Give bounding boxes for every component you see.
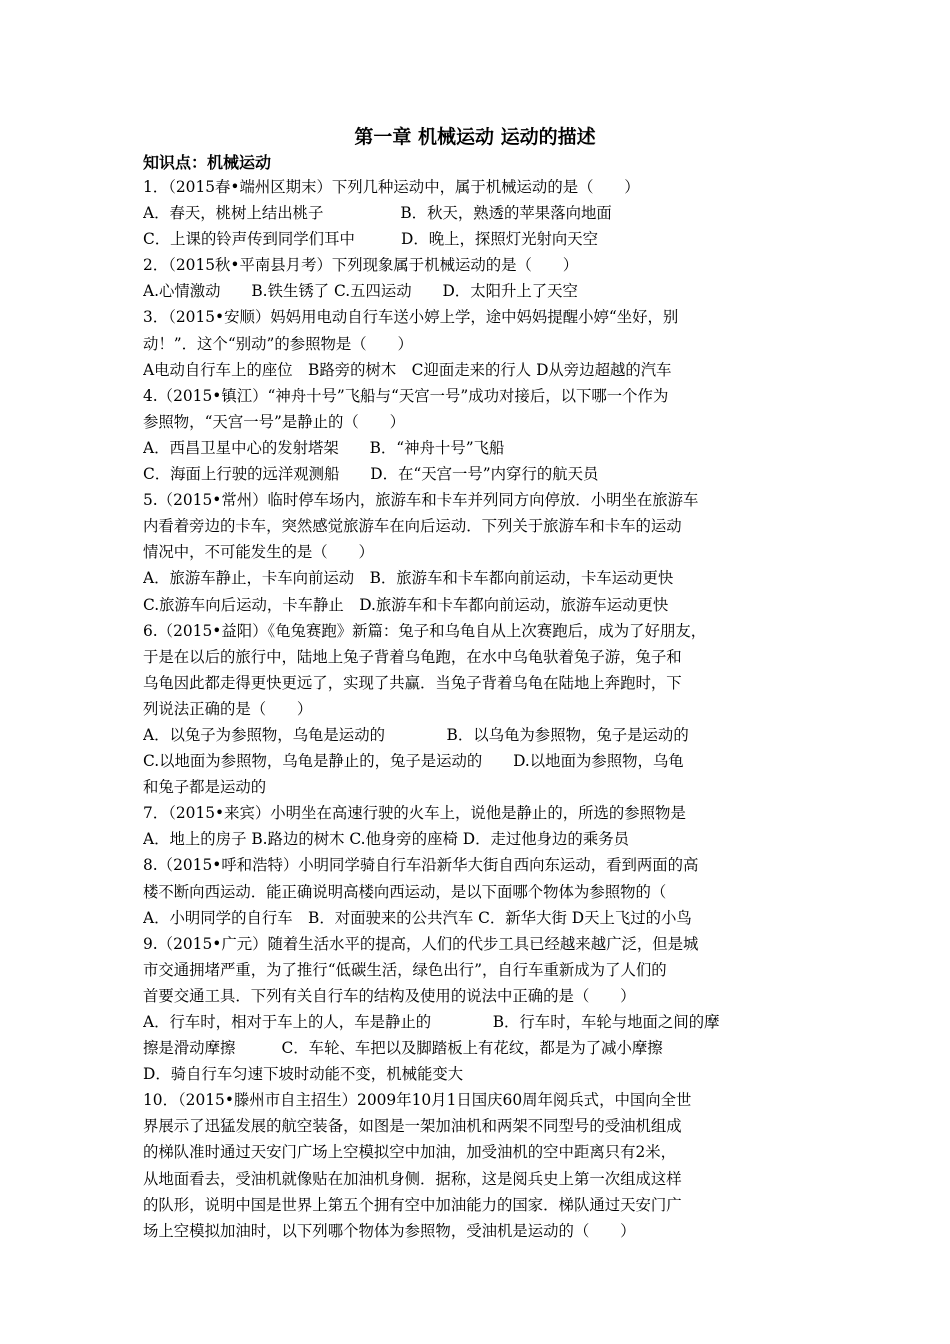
text-line: 4.（2015•镇江）“神舟十号”飞船与“天宫一号”成功对接后，以下哪一个作为 (143, 386, 669, 405)
text-line: A．旅游车静止，卡车向前运动 B．旅游车和卡车都向前运动，卡车运动更快 (143, 569, 674, 588)
text-line: 8.（2015•呼和浩特）小明同学骑自行车沿新华大街自西向东运动，看到两面的高 (143, 856, 699, 875)
text-line: C.以地面为参照物，乌龟是静止的，兔子是运动的 D.以地面为参照物，乌龟 (143, 752, 684, 771)
chapter-title: 第一章 机械运动 运动的描述 (354, 126, 596, 148)
text-line: A．以兔子为参照物，乌龟是运动的 B．以乌龟为参照物，兔子是运动的 (143, 725, 689, 744)
text-line: A电动自行车上的座位 B路旁的树木 C迎面走来的行人 D从旁边超越的汽车 (143, 360, 672, 379)
text-line: 情况中，不可能发生的是（ ） (143, 543, 374, 562)
text-line: A．春天，桃树上结出桃子 B．秋天，熟透的苹果落向地面 (143, 204, 612, 223)
text-line: 列说法正确的是（ ） (143, 699, 313, 718)
text-line: 2．（2015秋•平南县月考）下列现象属于机械运动的是（ ） (143, 256, 579, 275)
text-line: 擦是滑动摩擦 C．车轮、车把以及脚踏板上有花纹，都是为了减小摩擦 (143, 1039, 663, 1058)
text-line: 从地面看去，受油机就像贴在加油机身侧．据称，这是阅兵史上第一次组成这样 (143, 1169, 682, 1188)
text-line: 内看着旁边的卡车，突然感觉旅游车在向后运动．下列关于旅游车和卡车的运动 (143, 517, 682, 536)
text-line: 6.（2015•益阳）《龟兔赛跑》新篇：兔子和乌龟自从上次赛跑后，成为了好朋友， (143, 621, 707, 640)
text-line: 于是在以后的旅行中，陆地上兔子背着乌龟跑，在水中乌龟驮着兔子游，兔子和 (143, 647, 682, 666)
text-line: 的梯队准时通过天安门广场上空模拟空中加油，加受油机的空中距离只有2米， (143, 1143, 677, 1162)
text-line: C.旅游车向后运动，卡车静止 D.旅游车和卡车都向前运动，旅游车运动更快 (143, 595, 669, 614)
text-line: A．地上的房子 B.路边的树木 C.他身旁的座椅 D．走过他身边的乘务员 (143, 830, 629, 849)
text-line: 10．（2015•滕州市自主招生）2009年10月1日国庆60周年阅兵式，中国向全世 (143, 1091, 692, 1110)
text-line: 的队形，说明中国是世界上第五个拥有空中加油能力的国家．梯队通过天安门广 (143, 1195, 682, 1214)
section-heading: 知识点：机械运动 (143, 153, 272, 172)
text-line: A．小明同学的自行车 B．对面驶来的公共汽车 C．新华大街 D天上飞过的小鸟 (143, 908, 692, 927)
text-line: 1．（2015春•端州区期末）下列几种运动中，属于机械运动的是（ ） (143, 178, 640, 196)
text-line: 3．（2015•安顺）妈妈用电动自行车送小婷上学，途中妈妈提醒小婷“坐好，别 (143, 308, 679, 327)
text-line: 场上空模拟加油时，以下列哪个物体为参照物，受油机是运动的（ ） (143, 1221, 636, 1240)
text-line: 动！”．这个“别动”的参照物是（ ） (143, 334, 413, 353)
question-list (143, 174, 823, 1244)
text-line: 9.（2015•广元）随着生活水平的提高，人们的代步工具已经越来越广泛，但是城 (143, 934, 699, 953)
text-line: 楼不断向西运动．能正确说明高楼向西运动，是以下面哪个物体为参照物的（ (143, 882, 667, 901)
text-line: 参照物，“天宫一号”是静止的（ ） (143, 412, 405, 431)
text-line: A.心情激动 B.铁生锈了 C.五四运动 D．太阳升上了天空 (143, 282, 578, 301)
text-line: C．上课的铃声传到同学们耳中 D．晚上，探照灯光射向天空 (143, 230, 599, 249)
text-line: 市交通拥堵严重，为了推行“低碳生活，绿色出行”，自行车重新成为了人们的 (143, 960, 667, 979)
text-line: 和兔子都是运动的 (143, 778, 267, 797)
text-line: 乌龟因此都走得更快更远了，实现了共赢．当兔子背着乌龟在陆地上奔跑时，下 (143, 673, 682, 692)
text-line: A．行车时，相对于车上的人，车是静止的 B．行车时，车轮与地面之间的摩 (143, 1013, 720, 1031)
text-line: C．海面上行驶的远洋观测船 D．在“天宫一号”内穿行的航天员 (143, 465, 599, 484)
text-line: 首要交通工具．下列有关自行车的结构及使用的说法中正确的是（ ） (143, 986, 636, 1005)
text-line: 5.（2015•常州）临时停车场内，旅游车和卡车并列同方向停放．小明坐在旅游车 (143, 491, 699, 510)
text-line: 7．（2015•来宾）小明坐在高速行驶的火车上，说他是静止的，所选的参照物是 (143, 804, 686, 823)
text-line: A．西昌卫星中心的发射塔架 B．“神舟十号”飞船 (143, 438, 505, 457)
text-line: D．骑自行车匀速下坡时动能不变，机械能变大 (143, 1065, 464, 1084)
text-line: 界展示了迅猛发展的航空装备，如图是一架加油机和两架不同型号的受油机组成 (143, 1117, 682, 1136)
